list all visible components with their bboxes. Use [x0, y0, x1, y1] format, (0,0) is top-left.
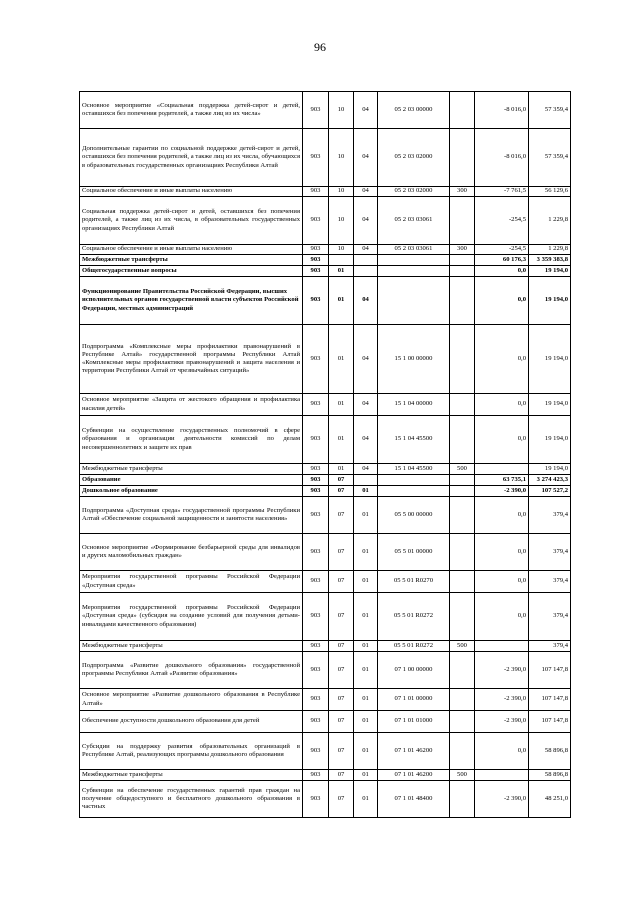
row-description: Функционирование Правительства Российской Федерации, высших исполнительных органов государственной власти субъектов Российской Федерации, местных администраций: [80, 277, 303, 325]
table-row: [80, 689, 571, 711]
cell-csr: 05 2 03 03061: [378, 197, 450, 245]
table-row: [80, 266, 571, 277]
cell-csr: [378, 255, 450, 266]
cell-change: -2 390,0: [475, 711, 529, 733]
cell-pr: 04: [354, 245, 378, 255]
cell-total: 379,4: [529, 571, 571, 593]
cell-rz: 07: [329, 475, 354, 486]
cell-rz: 10: [329, 129, 354, 187]
cell-total: 107 147,8: [529, 711, 571, 733]
table-row: [80, 277, 571, 325]
table-row: [80, 245, 571, 255]
table-row: [80, 394, 571, 416]
cell-ved: 903: [303, 733, 329, 770]
cell-total: 107 527,2: [529, 486, 571, 497]
cell-csr: 05 2 03 03061: [378, 245, 450, 255]
cell-rz: 10: [329, 187, 354, 197]
cell-rz: [329, 255, 354, 266]
table-row: [80, 571, 571, 593]
cell-rz: 07: [329, 593, 354, 641]
row-description: Субвенции на обеспечение государственных гарантий прав граждан на получение общедоступного и бесплатного дошкольного образования в частных: [80, 781, 303, 818]
cell-csr: 05 5 01 R0270: [378, 571, 450, 593]
row-description: Субвенции на осуществление государственных полномочий в сфере образования и организации деятельности комиссий по делам несовершеннолетних и защите их прав: [80, 416, 303, 464]
cell-total: 3 359 383,8: [529, 255, 571, 266]
cell-vr: [450, 92, 475, 129]
table-row: [80, 486, 571, 497]
row-description: Образование: [80, 475, 303, 486]
cell-change: -8 016,0: [475, 92, 529, 129]
cell-vr: [450, 325, 475, 394]
table-row: [80, 652, 571, 689]
cell-pr: [354, 266, 378, 277]
cell-pr: 01: [354, 781, 378, 818]
cell-rz: 10: [329, 92, 354, 129]
cell-rz: 01: [329, 394, 354, 416]
cell-rz: 01: [329, 416, 354, 464]
cell-change: 0,0: [475, 394, 529, 416]
table-row: [80, 497, 571, 534]
cell-change: -2 390,0: [475, 652, 529, 689]
cell-change: 0,0: [475, 571, 529, 593]
cell-vr: [450, 197, 475, 245]
row-description: Дошкольное образование: [80, 486, 303, 497]
cell-csr: 05 2 03 00000: [378, 92, 450, 129]
row-description: Основное мероприятие «Формирование безбарьерной среды для инвалидов и других маломобильных граждан»: [80, 534, 303, 571]
cell-change: [475, 464, 529, 475]
cell-csr: 05 2 03 02000: [378, 187, 450, 197]
cell-csr: 07 1 01 01000: [378, 711, 450, 733]
cell-rz: 07: [329, 534, 354, 571]
cell-pr: 01: [354, 733, 378, 770]
row-description: Социальная поддержка детей-сирот и детей, оставшихся без попечения родителей, а также лиц из их числа, в образовательных государственных организациях Республики Алтай: [80, 197, 303, 245]
table-row: [80, 770, 571, 781]
cell-rz: 07: [329, 641, 354, 652]
cell-ved: 903: [303, 92, 329, 129]
cell-change: 0,0: [475, 534, 529, 571]
budget-table: [79, 91, 571, 818]
cell-csr: 05 5 01 R0272: [378, 641, 450, 652]
cell-csr: 15 1 04 45500: [378, 416, 450, 464]
cell-ved: 903: [303, 652, 329, 689]
cell-rz: 07: [329, 497, 354, 534]
cell-pr: 01: [354, 652, 378, 689]
cell-vr: [450, 711, 475, 733]
cell-change: 0,0: [475, 266, 529, 277]
cell-ved: 903: [303, 129, 329, 187]
cell-total: 1 229,8: [529, 197, 571, 245]
cell-rz: 07: [329, 652, 354, 689]
cell-ved: 903: [303, 277, 329, 325]
cell-ved: 903: [303, 266, 329, 277]
cell-vr: [450, 394, 475, 416]
cell-change: 0,0: [475, 277, 529, 325]
cell-total: 379,4: [529, 593, 571, 641]
cell-csr: 05 5 01 R0272: [378, 593, 450, 641]
cell-total: 379,4: [529, 641, 571, 652]
cell-change: [475, 641, 529, 652]
cell-total: 19 194,0: [529, 416, 571, 464]
row-description: Основное мероприятие «Развитие дошкольного образования в Республике Алтай»: [80, 689, 303, 711]
cell-pr: 01: [354, 571, 378, 593]
cell-change: -254,5: [475, 245, 529, 255]
table-row: [80, 475, 571, 486]
cell-csr: [378, 266, 450, 277]
cell-total: 56 129,6: [529, 187, 571, 197]
cell-pr: 04: [354, 394, 378, 416]
cell-pr: 04: [354, 187, 378, 197]
cell-rz: 10: [329, 245, 354, 255]
cell-csr: [378, 486, 450, 497]
cell-vr: 300: [450, 245, 475, 255]
row-description: Дополнительные гарантии по социальной поддержке детей-сирот и детей, оставшихся без попечения родителей, а также лиц из их числа, обучающихся в образовательных государственных организациях Республики Алтай: [80, 129, 303, 187]
cell-rz: 07: [329, 571, 354, 593]
cell-csr: 15 1 00 00000: [378, 325, 450, 394]
cell-change: 63 735,1: [475, 475, 529, 486]
cell-ved: 903: [303, 781, 329, 818]
table-row: [80, 593, 571, 641]
cell-csr: 15 1 04 00000: [378, 394, 450, 416]
row-description: Мероприятия государственной программы Российской Федерации «Доступная среда» (субсидия на создание условий для получения детьми-инвалидами качественного образования): [80, 593, 303, 641]
cell-rz: 07: [329, 733, 354, 770]
table-row: [80, 187, 571, 197]
cell-ved: 903: [303, 571, 329, 593]
row-description: Межбюджетные трансферты: [80, 255, 303, 266]
cell-pr: 04: [354, 325, 378, 394]
cell-vr: 500: [450, 641, 475, 652]
cell-total: 19 194,0: [529, 464, 571, 475]
row-description: Основное мероприятие «Защита от жестокого обращения и профилактика насилия детей»: [80, 394, 303, 416]
cell-total: 379,4: [529, 534, 571, 571]
cell-pr: 01: [354, 689, 378, 711]
cell-pr: 01: [354, 770, 378, 781]
cell-vr: [450, 255, 475, 266]
row-description: Подпрограмма «Комплексные меры профилактики правонарушений в Республике Алтай» государственной программы Республики Алтай «Комплексные меры профилактики правонарушений и защита населения и территории Республики Алтай от чрезвычайных ситуаций»: [80, 325, 303, 394]
cell-total: 379,4: [529, 497, 571, 534]
cell-pr: 04: [354, 129, 378, 187]
table-row: [80, 92, 571, 129]
cell-total: 19 194,0: [529, 266, 571, 277]
cell-vr: [450, 571, 475, 593]
table-row: [80, 325, 571, 394]
cell-rz: 07: [329, 486, 354, 497]
row-description: Межбюджетные трансферты: [80, 641, 303, 652]
cell-rz: 10: [329, 197, 354, 245]
row-description: Общегосударственные вопросы: [80, 266, 303, 277]
cell-vr: [450, 497, 475, 534]
cell-total: 48 251,0: [529, 781, 571, 818]
cell-ved: 903: [303, 255, 329, 266]
cell-csr: 07 1 01 46200: [378, 770, 450, 781]
cell-total: 19 194,0: [529, 325, 571, 394]
cell-change: -2 390,0: [475, 486, 529, 497]
cell-vr: [450, 129, 475, 187]
cell-pr: 01: [354, 534, 378, 571]
cell-total: 107 147,8: [529, 652, 571, 689]
cell-pr: 01: [354, 641, 378, 652]
cell-change: 0,0: [475, 416, 529, 464]
cell-change: 0,0: [475, 593, 529, 641]
cell-pr: [354, 255, 378, 266]
cell-pr: 04: [354, 464, 378, 475]
row-description: Межбюджетные трансферты: [80, 770, 303, 781]
cell-vr: [450, 781, 475, 818]
cell-rz: 01: [329, 266, 354, 277]
cell-pr: 04: [354, 277, 378, 325]
cell-vr: [450, 475, 475, 486]
cell-ved: 903: [303, 641, 329, 652]
cell-ved: 903: [303, 689, 329, 711]
row-description: Социальное обеспечение и иные выплаты населению: [80, 187, 303, 197]
cell-pr: 04: [354, 197, 378, 245]
cell-ved: 903: [303, 475, 329, 486]
cell-vr: [450, 652, 475, 689]
row-description: Обеспечение доступности дошкольного образования для детей: [80, 711, 303, 733]
cell-pr: 01: [354, 593, 378, 641]
cell-pr: 01: [354, 486, 378, 497]
cell-total: 57 359,4: [529, 129, 571, 187]
cell-total: 58 896,8: [529, 733, 571, 770]
row-description: Межбюджетные трансферты: [80, 464, 303, 475]
table-row: [80, 534, 571, 571]
cell-change: -2 390,0: [475, 689, 529, 711]
cell-ved: 903: [303, 325, 329, 394]
cell-csr: 05 5 00 00000: [378, 497, 450, 534]
cell-csr: 05 2 03 02000: [378, 129, 450, 187]
cell-total: 107 147,8: [529, 689, 571, 711]
cell-pr: 01: [354, 711, 378, 733]
cell-rz: 07: [329, 689, 354, 711]
cell-ved: 903: [303, 245, 329, 255]
cell-rz: 07: [329, 781, 354, 818]
cell-vr: [450, 277, 475, 325]
table-row: [80, 129, 571, 187]
table-row: [80, 733, 571, 770]
cell-vr: [450, 733, 475, 770]
table-row: [80, 641, 571, 652]
cell-vr: 300: [450, 187, 475, 197]
table-row: [80, 416, 571, 464]
cell-ved: 903: [303, 593, 329, 641]
cell-ved: 903: [303, 197, 329, 245]
cell-change: [475, 770, 529, 781]
cell-rz: 07: [329, 770, 354, 781]
cell-vr: [450, 593, 475, 641]
cell-change: -254,5: [475, 197, 529, 245]
cell-total: 19 194,0: [529, 394, 571, 416]
row-description: Социальное обеспечение и иные выплаты населению: [80, 245, 303, 255]
cell-pr: [354, 475, 378, 486]
row-description: Мероприятия государственной программы Российской Федерации «Доступная среда»: [80, 571, 303, 593]
cell-rz: 07: [329, 711, 354, 733]
table-row: [80, 197, 571, 245]
cell-change: 0,0: [475, 497, 529, 534]
cell-change: 60 176,3: [475, 255, 529, 266]
table-row: [80, 464, 571, 475]
cell-vr: 500: [450, 770, 475, 781]
cell-total: 3 274 423,3: [529, 475, 571, 486]
table-row: [80, 781, 571, 818]
cell-csr: 07 1 00 00000: [378, 652, 450, 689]
cell-change: -8 016,0: [475, 129, 529, 187]
budget-table-body: [80, 92, 571, 818]
cell-pr: 01: [354, 497, 378, 534]
cell-pr: 04: [354, 416, 378, 464]
cell-total: 19 194,0: [529, 277, 571, 325]
cell-ved: 903: [303, 464, 329, 475]
cell-rz: 01: [329, 464, 354, 475]
cell-vr: [450, 534, 475, 571]
cell-ved: 903: [303, 497, 329, 534]
cell-ved: 903: [303, 770, 329, 781]
cell-total: 57 359,4: [529, 92, 571, 129]
cell-vr: 500: [450, 464, 475, 475]
row-description: Субсидии на поддержку развития образовательных организаций в Республике Алтай, реализующих программы дошкольного образования: [80, 733, 303, 770]
cell-ved: 903: [303, 534, 329, 571]
cell-vr: [450, 486, 475, 497]
cell-csr: 15 1 04 45500: [378, 464, 450, 475]
cell-csr: [378, 277, 450, 325]
cell-change: -2 390,0: [475, 781, 529, 818]
cell-ved: 903: [303, 187, 329, 197]
cell-csr: 07 1 01 00000: [378, 689, 450, 711]
cell-ved: 903: [303, 416, 329, 464]
cell-total: 58 896,8: [529, 770, 571, 781]
cell-change: 0,0: [475, 733, 529, 770]
table-row: [80, 255, 571, 266]
table-row: [80, 711, 571, 733]
page-number: 96: [314, 40, 326, 54]
cell-ved: 903: [303, 486, 329, 497]
cell-pr: 04: [354, 92, 378, 129]
row-description: Основное мероприятие «Социальная поддержка детей-сирот и детей, оставшихся без попечения родителей, а также лиц из их числа»: [80, 92, 303, 129]
cell-change: 0,0: [475, 325, 529, 394]
cell-ved: 903: [303, 711, 329, 733]
cell-vr: [450, 689, 475, 711]
cell-rz: 01: [329, 325, 354, 394]
cell-csr: [378, 475, 450, 486]
cell-rz: 01: [329, 277, 354, 325]
cell-ved: 903: [303, 394, 329, 416]
cell-csr: 07 1 01 48400: [378, 781, 450, 818]
cell-vr: [450, 416, 475, 464]
cell-csr: 05 5 01 00000: [378, 534, 450, 571]
row-description: Подпрограмма «Развитие дошкольного образования» государственной программы Республики Алтай «Развитие образования»: [80, 652, 303, 689]
cell-vr: [450, 266, 475, 277]
cell-total: 1 229,8: [529, 245, 571, 255]
cell-csr: 07 1 01 46200: [378, 733, 450, 770]
cell-change: -7 761,5: [475, 187, 529, 197]
row-description: Подпрограмма «Доступная среда» государственной программы Республики Алтай «Обеспечение социальной защищенности и занятости населения»: [80, 497, 303, 534]
